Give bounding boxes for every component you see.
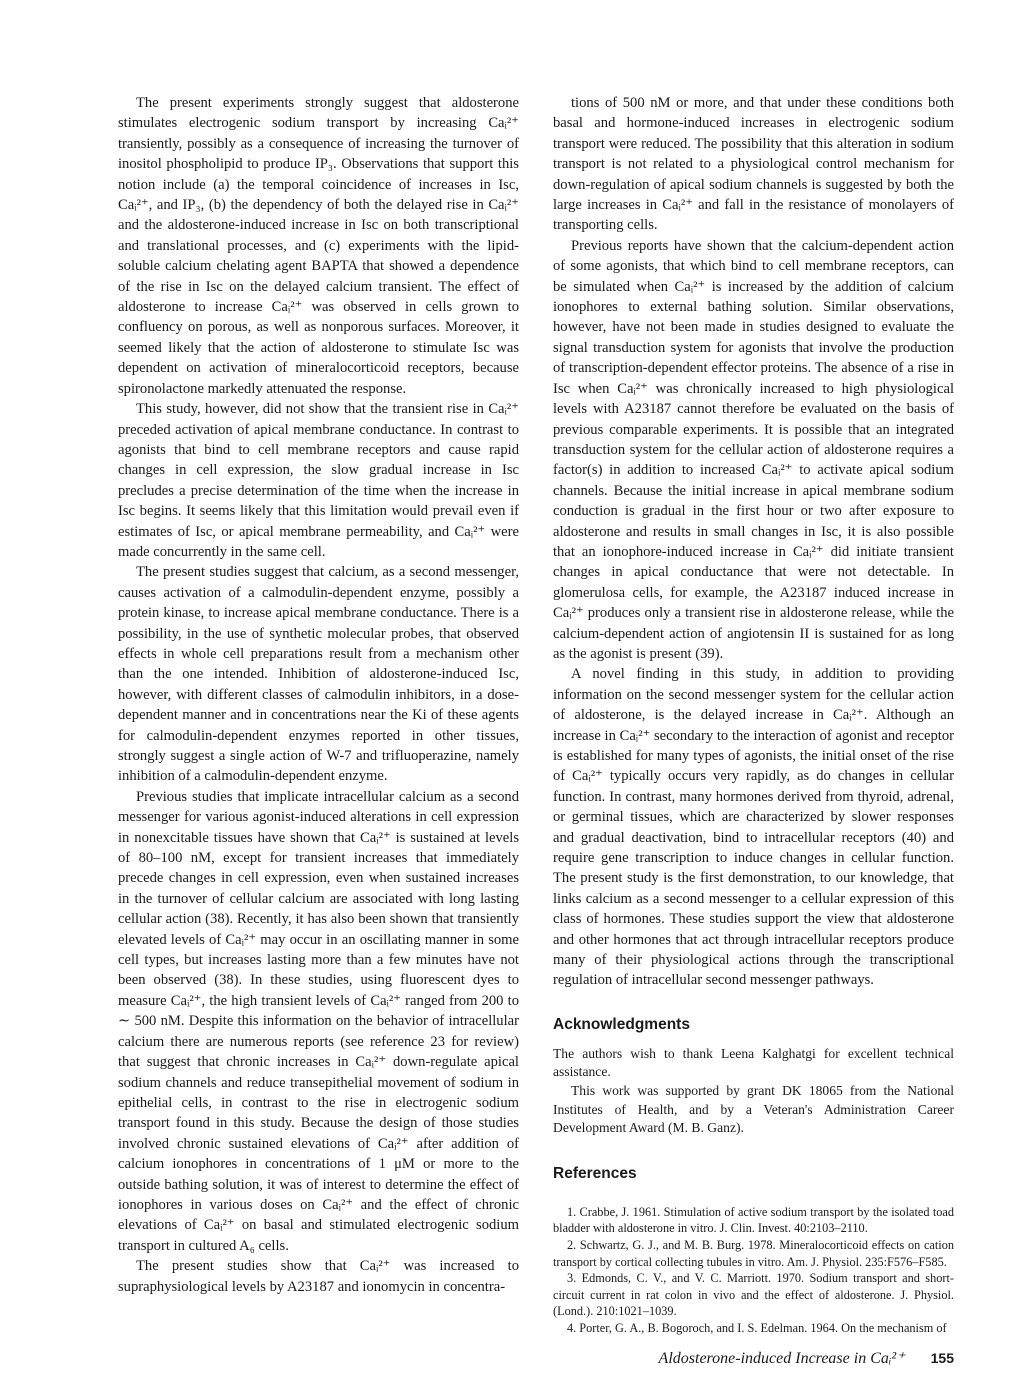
reference-item: 1. Crabbe, J. 1961. Stimulation of active sodium transport by the isolated toad bladder with aldosterone in vitro. J. Clin. Invest. 40:2103–2110. [553, 1204, 954, 1236]
references-list [553, 1204, 954, 1337]
page-footer [118, 1347, 954, 1390]
paragraph: The authors wish to thank Leena Kalghatgi for excellent technical assistance. [553, 1045, 954, 1080]
reference-item: 2. Schwartz, G. J., and M. B. Burg. 1978. Mineralocorticoid effects on cation transport by cortical collecting tubules in vitro. Am. J. Physiol. 235:F576–F585. [553, 1238, 954, 1269]
reference-item: 3. Edmonds, C. V., and V. C. Marriott. 1970. Sodium transport and short-circuit current in rat colon in vivo and the effect of aldosterone. J. Physiol. (Lond.). 210:1021–1039. [553, 1271, 954, 1319]
references-heading: References [553, 1164, 637, 1182]
acknowledgments-heading: Acknowledgments [553, 1015, 690, 1033]
paragraph: Previous reports have shown that the calcium-dependent action of some agonists, that which bind to cell membrane receptors, can be simulated when Caᵢ²⁺ is increased by the addition of calcium ionophores to external bathing solution. Similar observations, however, have not been made in studies designed to evaluate the signal transduction system for agonists that involve the production of transcription-dependent effector proteins. The absence of a rise in Isc when Caᵢ²⁺ was chronically increased to high physiological levels with A23187 cannot therefore be evaluated on the basis of previous comparable experiments. It is possible that an integrated transduction system for the cellular action of aldosterone requires a factor(s) in addition to increased Caᵢ²⁺ to activate apical sodium channels. Because the initial increase in apical membrane sodium conduction is gradual in the first hour or two after exposure to aldosterone and results in small changes in Isc, it is also possible that an ionophore-induced increase in Caᵢ²⁺ did initiate transient changes in apical conductance that were not detectable. In glomerulosa cells, for example, the A23187 induced increase in Caᵢ²⁺ produces only a transient rise in aldosterone release, while the calcium-dependent action of angiotensin II is sustained for as long as the agonist is present (39). [553, 237, 954, 662]
paragraph: The present experiments strongly suggest that aldosterone stimulates electrogenic sodium transport by increasing Caᵢ²⁺ transiently, possibly as a consequence of increasing the turnover of inositol phospholipid to produce IP₃. Observations that support this notion include (a) the temporal coincidence of increases in Isc, Caᵢ²⁺, and IP₃, (b) the dependency of both the delayed rise in Caᵢ²⁺ and the aldosterone-induced increase in Isc on both transcriptional and translational processes, and (c) experiments with the lipid-soluble calcium chelating agent BAPTA that showed a dependence of the rise in Isc on the delayed calcium transient. The effect of aldosterone to increase Caᵢ²⁺ was observed in cells grown to confluency on porous, as well as nonporous surfaces. Moreover, it seemed likely that the action of aldosterone to stimulate Isc was dependent on activation of mineralocorticoid receptors, because spironolactone markedly attenuated the response. [118, 95, 519, 397]
columns [118, 93, 954, 1337]
acknowledgments-section [553, 1045, 954, 1138]
paragraph: This study, however, did not show that the transient rise in Caᵢ²⁺ preceded activation of apical membrane conductance. In contrast to agonists that bind to cell membrane receptors and cause rapid changes in cell expression, the slow gradual increase in Isc precludes a precise determination of the time when the increase in Isc begins. It seems likely that this limitation would prevail even if estimates of Isc, or apical membrane permeability, and Caᵢ²⁺ were made concurrently in the same cell. [118, 401, 519, 560]
paragraph: Previous studies that implicate intracellular calcium as a second messenger for various agonist-induced alterations in cell expression in nonexcitable tissues have shown that Caᵢ²⁺ is sustained at levels of 80–100 nM, except for transient increases that immediately precede changes in cell expression, even when sustained increases in the turnover of cellular calcium are associated with long lasting cellular action (38). Recently, it has also been shown that transiently elevated levels of Caᵢ²⁺ may occur in an oscillating manner in some cell types, but increases lasting more than a few minutes have not been observed (38). In these studies, using fluorescent dyes to measure Caᵢ²⁺, the high transient levels of Caᵢ²⁺ ranged from 200 to ∼ 500 nM. Despite this information on the behavior of intracellular calcium there are numerous reports (see reference 23 for review) that suggest that chronic increases in Caᵢ²⁺ down-regulate apical sodium channels and reduce transepithelial movement of sodium in epithelial cells, in contrast to the rise in electrogenic sodium transport found in this study. Because the design of those studies involved chronic sustained elevations of Caᵢ²⁺ after addition of calcium ionophores in concentrations of 1 μM or more to the outside bathing solution, it was of interest to determine the effect of ionophores in various doses on Caᵢ²⁺ and the effect of chronic elevations of Caᵢ²⁺ on basal and stimulated electrogenic sodium transport in cultured A₆ cells. [118, 788, 519, 1254]
paragraph: The present studies suggest that calcium, as a second messenger, causes activation of a calmodulin-dependent enzyme, possibly a protein kinase, to increase apical membrane conductance. There is a possibility, in the use of synthetic molecular probes, that observed effects in whole cell preparations result from a mechanism other than the one intended. Inhibition of aldosterone-induced Isc, however, with different classes of calmodulin inhibitors, in a dose-dependent manner and in concentrations near the Ki of these agents for calmodulin-dependent enzymes reported in other tissues, strongly suggest a single action of W-7 and trifluoperazine, namely inhibition of a calmodulin-dependent enzyme. [118, 564, 519, 785]
running-title: Aldosterone-induced Increase in Caᵢ²⁺ [658, 1349, 905, 1367]
left-column [118, 93, 519, 1297]
right-column [553, 93, 954, 1337]
paragraph: This work was supported by grant DK 18065 from the National Institutes of Health, and by a Veteran's Administration Career Development Award (M. B. Ganz). [553, 1083, 954, 1136]
paragraph: tions of 500 nM or more, and that under these conditions both basal and hormone-induced increases in electrogenic sodium transport were reduced. The possibility that this alteration in sodium transport is not related to a physiological control mechanism for down-regulation of apical sodium channels is suggested by both the large increases in Caᵢ²⁺ and fall in the resistance of monolayers of transporting cells. [553, 95, 954, 234]
reference-item: 4. Porter, G. A., B. Bogoroch, and I. S. Edelman. 1964. On the mechanism of [567, 1321, 947, 1335]
page-number: 155 [930, 1349, 954, 1366]
paragraph: The present studies show that Caᵢ²⁺ was increased to supraphysiological levels by A23187 and ionomycin in concentra- [118, 1258, 519, 1295]
paragraph: A novel finding in this study, in addition to providing information on the second messenger system for the cellular action of aldosterone, is the delayed increase in Caᵢ²⁺. Although an increase in Caᵢ²⁺ secondary to the interaction of agonist and receptor is established for many types of agonists, the initial onset of the rise of Caᵢ²⁺ typically occurs very rapidly, as do changes in cellular function. In contrast, many hormones derived from thyroid, adrenal, or germinal tissues, which are characterized by slower responses and gradual deactivation, bind to intracellular receptors (40) and require gene transcription to induce changes in cellular function. The present study is the first demonstration, to our knowledge, that links calcium as a second messenger to a cellular expression of this class of hormones. These studies support the view that aldosterone and other hormones that act through intracellular receptors produce many of their physiological actions through the transcriptional regulation of intracellular second messenger pathways. [553, 666, 954, 989]
